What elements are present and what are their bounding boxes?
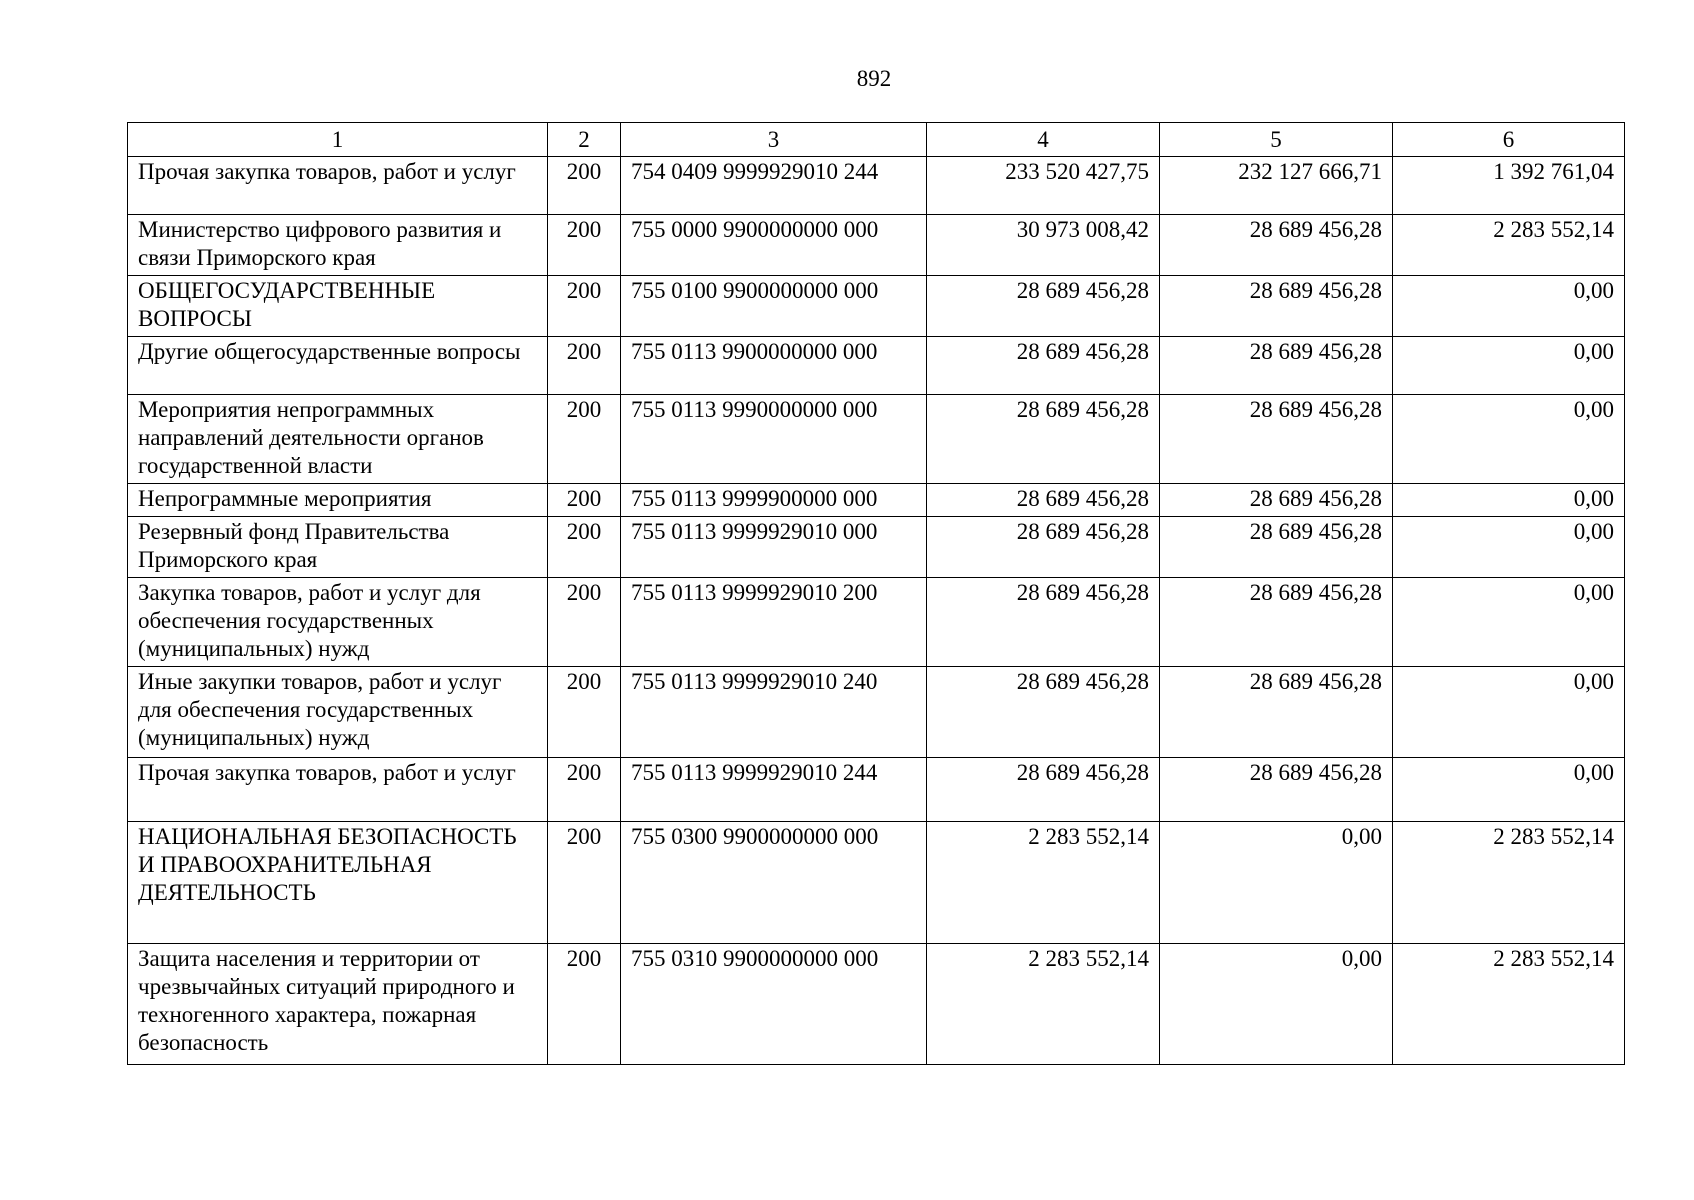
header-col-4: 4 (927, 123, 1160, 157)
row-name: Прочая закупка товаров, работ и услуг (128, 157, 548, 215)
row-col5: 28 689 456,28 (1160, 484, 1393, 517)
row-code: 755 0113 9999929010 240 (621, 667, 927, 758)
row-col5: 0,00 (1160, 944, 1393, 1065)
table-row (128, 395, 1625, 484)
row-col6: 0,00 (1393, 517, 1625, 578)
row-col6: 0,00 (1393, 667, 1625, 758)
row-name: Министерство цифрового развития и связи Приморского края (128, 215, 548, 276)
row-col6: 1 392 761,04 (1393, 157, 1625, 215)
row-col2: 200 (548, 337, 621, 395)
row-code: 755 0113 9990000000 000 (621, 395, 927, 484)
row-col6: 0,00 (1393, 276, 1625, 337)
row-name: Закупка товаров, работ и услуг для обеспечения государственных (муниципальных) нужд (128, 578, 548, 667)
row-name: Другие общегосударственные вопросы (128, 337, 548, 395)
row-col5: 28 689 456,28 (1160, 337, 1393, 395)
table-row (128, 215, 1625, 276)
row-col5: 28 689 456,28 (1160, 517, 1393, 578)
row-code: 755 0113 9999929010 244 (621, 758, 927, 822)
row-name: Иные закупки товаров, работ и услуг для обеспечения государственных (муниципальных) нужд (128, 667, 548, 758)
row-col2: 200 (548, 157, 621, 215)
row-col5: 28 689 456,28 (1160, 758, 1393, 822)
row-col2: 200 (548, 758, 621, 822)
table-row (128, 517, 1625, 578)
row-code: 755 0100 9900000000 000 (621, 276, 927, 337)
row-col6: 0,00 (1393, 337, 1625, 395)
row-col6: 2 283 552,14 (1393, 944, 1625, 1065)
page-number: 892 (856, 66, 892, 91)
row-code: 755 0300 9900000000 000 (621, 822, 927, 944)
row-code: 754 0409 9999929010 244 (621, 157, 927, 215)
row-col6: 0,00 (1393, 484, 1625, 517)
row-col2: 200 (548, 215, 621, 276)
row-col5: 232 127 666,71 (1160, 157, 1393, 215)
table-row (128, 276, 1625, 337)
row-col2: 200 (548, 944, 621, 1065)
header-col-3: 3 (621, 123, 927, 157)
table-row (128, 157, 1625, 215)
table-row (128, 822, 1625, 944)
row-col4: 28 689 456,28 (927, 337, 1160, 395)
row-col4: 2 283 552,14 (927, 822, 1160, 944)
table-row (128, 337, 1625, 395)
row-col4: 28 689 456,28 (927, 758, 1160, 822)
row-col6: 2 283 552,14 (1393, 822, 1625, 944)
row-code: 755 0310 9900000000 000 (621, 944, 927, 1065)
row-code: 755 0000 9900000000 000 (621, 215, 927, 276)
row-col4: 2 283 552,14 (927, 944, 1160, 1065)
row-col2: 200 (548, 667, 621, 758)
row-code: 755 0113 9999929010 000 (621, 517, 927, 578)
row-col6: 0,00 (1393, 395, 1625, 484)
row-col4: 28 689 456,28 (927, 517, 1160, 578)
row-col6: 0,00 (1393, 578, 1625, 667)
table-row (128, 667, 1625, 758)
row-col2: 200 (548, 276, 621, 337)
row-col4: 28 689 456,28 (927, 578, 1160, 667)
row-code: 755 0113 9999900000 000 (621, 484, 927, 517)
table-row (128, 758, 1625, 822)
row-col4: 28 689 456,28 (927, 276, 1160, 337)
table-header-row (128, 123, 1625, 157)
row-col2: 200 (548, 822, 621, 944)
row-col2: 200 (548, 484, 621, 517)
row-col6: 2 283 552,14 (1393, 215, 1625, 276)
row-col4: 28 689 456,28 (927, 667, 1160, 758)
row-col6: 0,00 (1393, 758, 1625, 822)
row-name: Прочая закупка товаров, работ и услуг (128, 758, 548, 822)
row-col5: 28 689 456,28 (1160, 215, 1393, 276)
budget-table (127, 122, 1625, 1065)
row-name: ОБЩЕГОСУДАРСТВЕННЫЕ ВОПРОСЫ (128, 276, 548, 337)
header-col-5: 5 (1160, 123, 1393, 157)
row-col4: 233 520 427,75 (927, 157, 1160, 215)
header-col-6: 6 (1393, 123, 1625, 157)
table-row (128, 578, 1625, 667)
row-col4: 30 973 008,42 (927, 215, 1160, 276)
row-col5: 28 689 456,28 (1160, 276, 1393, 337)
row-code: 755 0113 9999929010 200 (621, 578, 927, 667)
row-col2: 200 (548, 578, 621, 667)
row-col5: 28 689 456,28 (1160, 395, 1393, 484)
row-name: НАЦИОНАЛЬНАЯ БЕЗОПАСНОСТЬ И ПРАВООХРАНИТЕЛЬНАЯ ДЕЯТЕЛЬНОСТЬ (128, 822, 548, 944)
table-row (128, 484, 1625, 517)
row-name: Мероприятия непрограммных направлений деятельности органов государственной власти (128, 395, 548, 484)
table-row (128, 944, 1625, 1065)
row-name: Защита населения и территории от чрезвычайных ситуаций природного и техногенного характера, пожарная безопасность (128, 944, 548, 1065)
header-col-1: 1 (128, 123, 548, 157)
row-col5: 28 689 456,28 (1160, 578, 1393, 667)
header-col-2: 2 (548, 123, 621, 157)
row-name: Непрограммные мероприятия (128, 484, 548, 517)
row-col4: 28 689 456,28 (927, 395, 1160, 484)
row-col5: 28 689 456,28 (1160, 667, 1393, 758)
row-col2: 200 (548, 395, 621, 484)
row-col5: 0,00 (1160, 822, 1393, 944)
row-name: Резервный фонд Правительства Приморского края (128, 517, 548, 578)
row-code: 755 0113 9900000000 000 (621, 337, 927, 395)
row-col2: 200 (548, 517, 621, 578)
row-col4: 28 689 456,28 (927, 484, 1160, 517)
